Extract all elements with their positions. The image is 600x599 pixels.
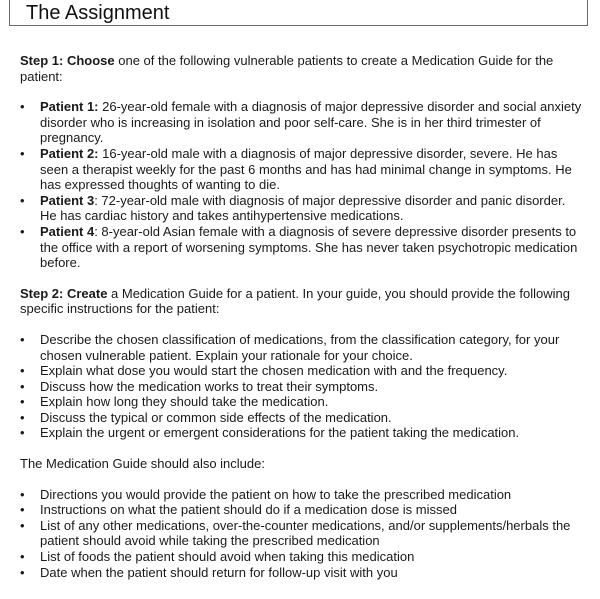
list-item	[20, 193, 585, 224]
guide-intro: The Medication Guide should also include:	[20, 456, 265, 472]
guide-item-text: Instructions on what the patient should do if a medication dose is missed	[40, 502, 457, 518]
assignment-content	[20, 53, 585, 580]
list-item	[20, 146, 585, 193]
list-item	[20, 332, 585, 363]
guide-item-text: List of any other medications, over-the-counter medications, and/or supplements/herbals the patient should avoid while taking the prescribed medication	[40, 517, 571, 549]
list-item	[20, 410, 585, 426]
list-item	[20, 549, 585, 565]
bullet: •	[20, 502, 25, 518]
instruction-text: Discuss the typical or common side effects of the medication.	[40, 409, 392, 425]
patient-text: 16-year-old male with a diagnosis of major depressive disorder, severe. He has seen a therapist weekly for the past 6 months and has had minimal change in symptoms. He has expressed thoughts of wanting to die.	[40, 145, 572, 193]
bullet: •	[20, 549, 25, 565]
patient-text: 26-year-old female with a diagnosis of major depressive disorder and social anxiety disorder who is increasing in isolation and poor self-care. She is in her third trimester of pregnancy.	[40, 99, 582, 146]
instruction-text: Discuss how the medication works to treat their symptoms.	[40, 378, 379, 394]
patient-text: : 72-year-old male with diagnosis of major depressive disorder and panic disorder. He has cardiac history and takes antihypertensive medications.	[40, 192, 566, 224]
patient-label: Patient 1:	[40, 99, 99, 115]
list-item	[20, 502, 585, 518]
list-item	[20, 363, 585, 379]
patient-label: Patient 3	[40, 192, 95, 208]
instruction-list	[20, 332, 585, 441]
list-item	[20, 99, 585, 146]
instruction-text: Explain how long they should take the medication.	[40, 394, 329, 410]
step1-paragraph	[20, 53, 585, 84]
bullet: •	[20, 378, 25, 394]
bullet: •	[20, 192, 25, 208]
list-item	[20, 379, 585, 395]
step2-text: a Medication Guide for a patient. In your guide, you should provide the following specific instructions for the patient:	[20, 285, 570, 317]
page-title: The Assignment	[26, 2, 170, 24]
patient-text: : 8-year-old Asian female with a diagnosis of severe depressive disorder presents to the office with a report of worsening symptoms. She has never taken psychotropic medication before.	[40, 223, 578, 271]
bullet: •	[20, 331, 25, 347]
bullet: •	[20, 409, 25, 425]
list-item	[20, 394, 585, 410]
step2-lead: Step 2: Create	[20, 285, 108, 301]
list-item	[20, 565, 585, 581]
bullet: •	[20, 223, 25, 239]
title-box	[9, 0, 588, 26]
bullet: •	[20, 517, 25, 533]
step1-text: one of the following vulnerable patients to create a Medication Guide for the patient:	[20, 53, 554, 84]
guide-item-text: Directions you would provide the patient on how to take the prescribed medication	[40, 486, 512, 502]
instruction-text: Explain the urgent or emergent considerations for the patient taking the medication.	[40, 425, 520, 441]
guide-items-list	[20, 487, 585, 581]
list-item	[20, 518, 585, 549]
patient-label: Patient 2:	[40, 145, 99, 161]
bullet: •	[20, 145, 25, 161]
guide-item-text: Date when the patient should return for follow-up visit with you	[40, 564, 398, 580]
instruction-text: Explain what dose you would start the chosen medication with and the frequency.	[40, 363, 508, 379]
bullet: •	[20, 425, 25, 441]
bullet: •	[20, 99, 25, 115]
step2-paragraph	[20, 286, 585, 317]
instruction-text: Describe the chosen classification of medications, from the classification category, for your chosen vulnerable patient. Explain your rationale for your choice.	[40, 331, 560, 363]
bullet: •	[20, 486, 25, 502]
bullet: •	[20, 564, 25, 580]
patient-list	[20, 99, 585, 271]
list-item	[20, 425, 585, 441]
list-item	[20, 224, 585, 271]
step1-lead: Step 1: Choose	[20, 53, 115, 68]
bullet: •	[20, 394, 25, 410]
patient-label: Patient 4	[40, 223, 95, 239]
guide-item-text: List of foods the patient should avoid when taking this medication	[40, 549, 415, 565]
bullet: •	[20, 363, 25, 379]
list-item	[20, 487, 585, 503]
